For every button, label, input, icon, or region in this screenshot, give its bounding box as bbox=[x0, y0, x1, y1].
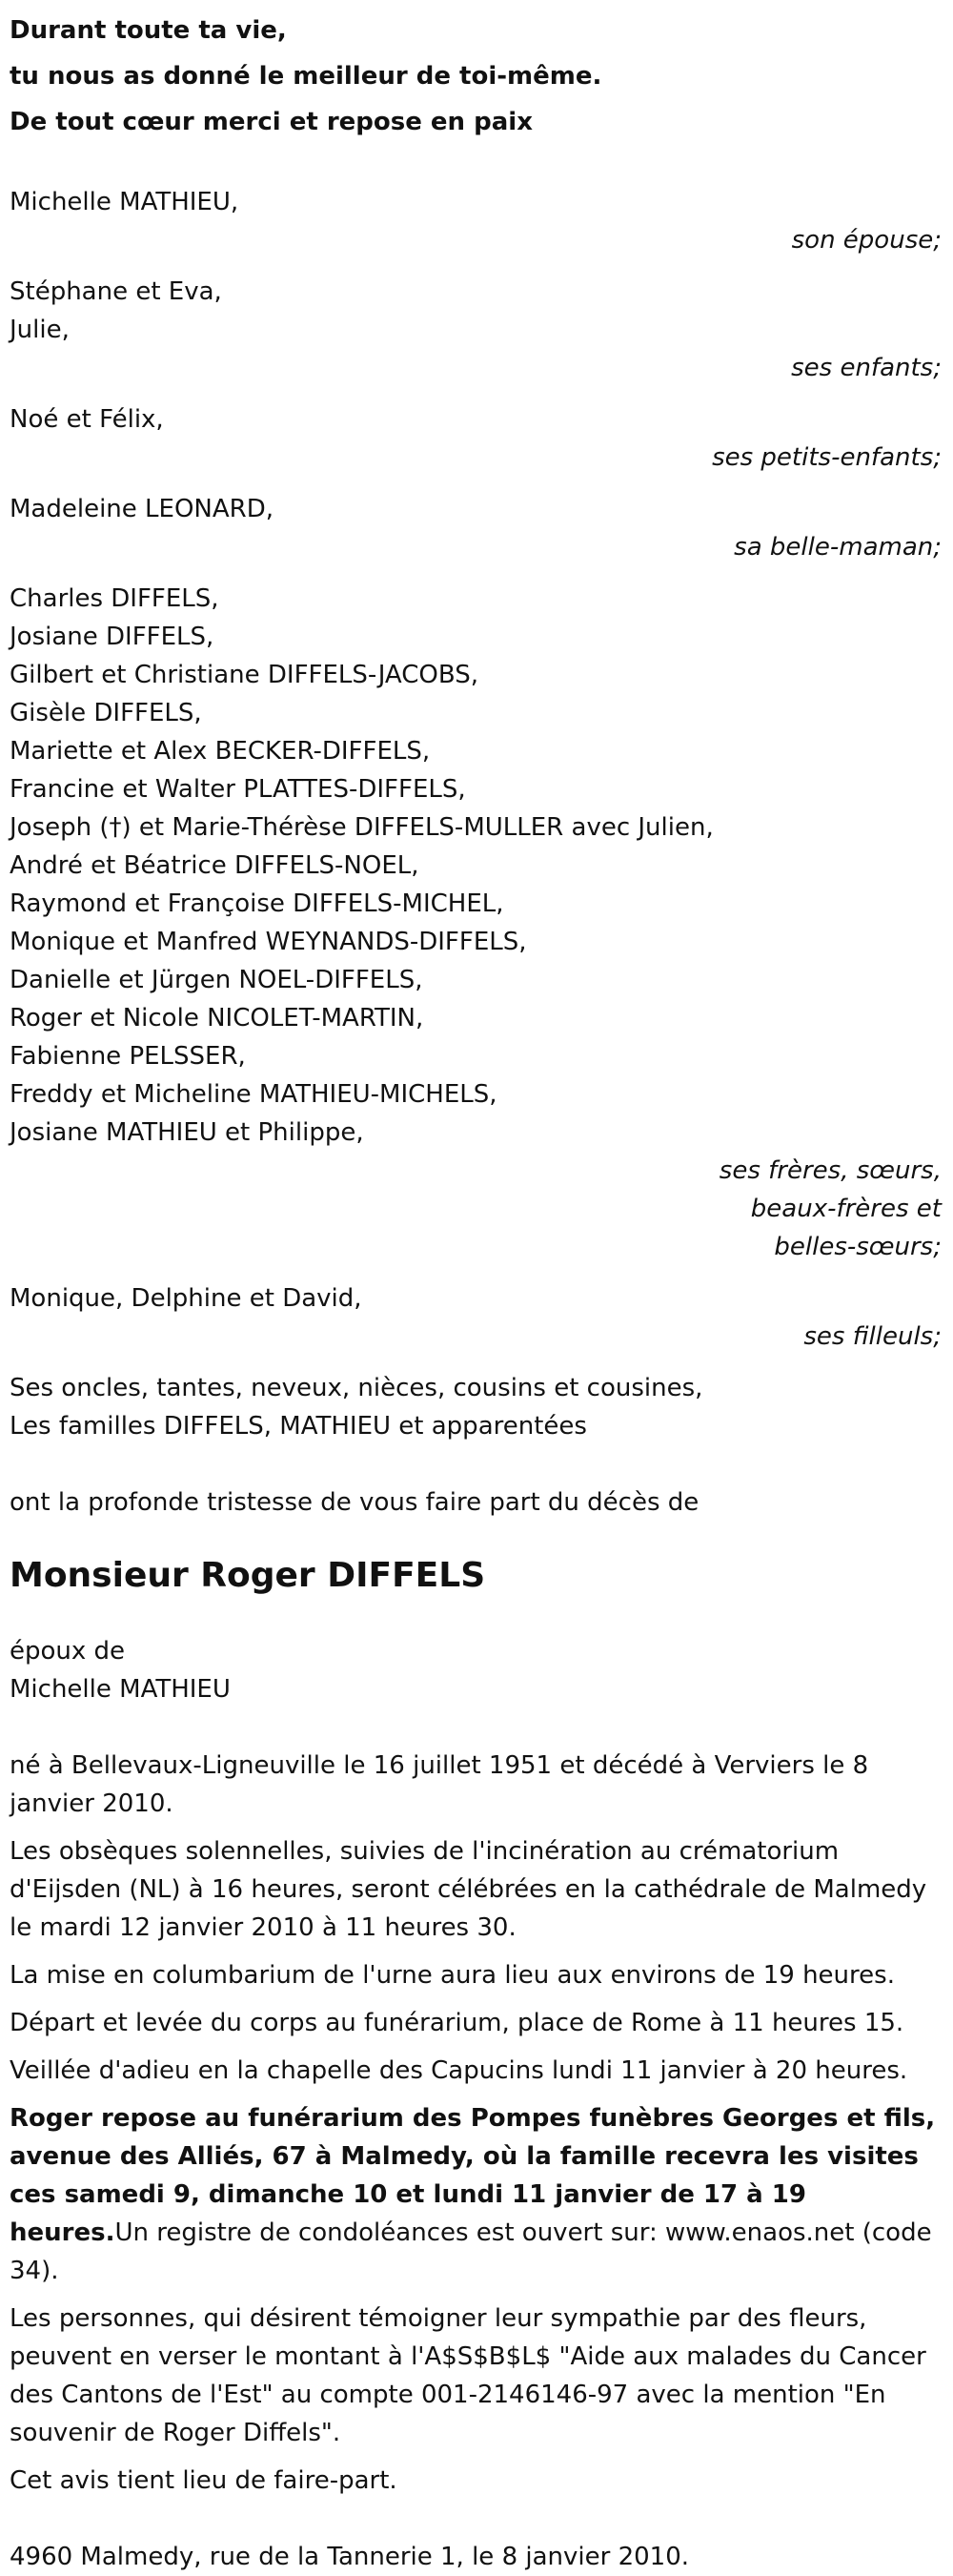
family-name: Gilbert et Christiane DIFFELS-JACOBS, bbox=[10, 661, 479, 689]
family-role: sa belle-maman; bbox=[734, 533, 942, 562]
funeral-paragraph: Les obsèques solennelles, suivies de l'incinération au crématorium d'Eijsden (NL) à 16 heures, seront célébrées en la cathédrale de Malmedy le mardi 12 janvier 2010 à 11 heures 30. bbox=[10, 1837, 927, 1942]
spouse-line: époux de bbox=[10, 1637, 126, 1666]
family-name: Monique et Manfred WEYNANDS-DIFFELS, bbox=[10, 928, 527, 956]
family-group-godchildren bbox=[10, 1279, 942, 1356]
family-role: ses filleuls; bbox=[803, 1322, 942, 1351]
family-group-grandchildren bbox=[10, 400, 942, 477]
family-name: Noé et Félix, bbox=[10, 405, 164, 434]
family-name: Stéphane et Eva, bbox=[10, 277, 222, 306]
intro-line: Durant toute ta vie, bbox=[10, 16, 287, 45]
obituary-page bbox=[0, 8, 953, 2571]
address-line: 4960 Malmedy, rue de la Tannerie 1, le 8 janvier 2010. bbox=[10, 2543, 690, 2571]
intro-verse bbox=[10, 8, 942, 145]
spouse-line: Michelle MATHIEU bbox=[10, 1675, 231, 1704]
vigil-paragraph: Veillée d'adieu en la chapelle des Capucins lundi 11 janvier à 20 heures. bbox=[10, 2056, 908, 2085]
spouse-info bbox=[10, 1632, 942, 1708]
family-name: Gisèle DIFFELS, bbox=[10, 699, 202, 727]
announcement-text: ont la profonde tristesse de vous faire part du décès de bbox=[10, 1488, 700, 1517]
family-name: Raymond et Françoise DIFFELS-MICHEL, bbox=[10, 889, 504, 918]
departure-paragraph: Départ et levée du corps au funérarium, place de Rome à 11 heures 15. bbox=[10, 2009, 904, 2037]
extended-family bbox=[10, 1369, 942, 1445]
family-name: Mariette et Alex BECKER-DIFFELS, bbox=[10, 737, 431, 766]
birth-death-paragraph: né à Bellevaux-Ligneuville le 16 juillet 1951 et décédé à Verviers le 8 janvier 2010. bbox=[10, 1751, 869, 1818]
condolence-register-text: Un registre de condoléances est ouvert sur: www.enaos.net (code 34). bbox=[10, 2218, 932, 2285]
extended-family-line: Ses oncles, tantes, neveux, nièces, cousins et cousines, bbox=[10, 1374, 703, 1402]
notice-paragraph: Cet avis tient lieu de faire-part. bbox=[10, 2466, 397, 2495]
family-name: Monique, Delphine et David, bbox=[10, 1284, 362, 1313]
visitation-paragraph bbox=[10, 2099, 942, 2290]
family-role: son épouse; bbox=[791, 226, 942, 255]
extended-family-line: Les familles DIFFELS, MATHIEU et apparentées bbox=[10, 1412, 587, 1441]
family-role: ses petits-enfants; bbox=[712, 443, 942, 472]
visitation-bold-text: Roger repose au funérarium des Pompes funèbres Georges et fils, avenue des Alliés, 67 à Malmedy, où la famille recevra les visites ces samedi 9, dimanche 10 et lundi 11 janvier de 17 à 19 heures. bbox=[10, 2104, 936, 2247]
family-name: Freddy et Micheline MATHIEU-MICHELS, bbox=[10, 1080, 497, 1109]
family-name: Roger et Nicole NICOLET-MARTIN, bbox=[10, 1004, 424, 1032]
family-name: Charles DIFFELS, bbox=[10, 584, 219, 613]
family-role: ses frères, sœurs, bbox=[719, 1156, 942, 1185]
family-group-mother-in-law bbox=[10, 490, 942, 566]
flowers-paragraph: Les personnes, qui désirent témoigner leur sympathie par des fleurs, peuvent en verser le montant à l'A$S$B$L$ "Aide aux malades du Cancer des Cantons de l'Est" au compte 001-2146146-97 avec la mention "En souvenir de Roger Diffels". bbox=[10, 2304, 926, 2447]
deceased-name: Monsieur Roger DIFFELS bbox=[10, 1556, 486, 1595]
family-name: André et Béatrice DIFFELS-NOEL, bbox=[10, 851, 419, 880]
family-name: Josiane DIFFELS, bbox=[10, 623, 214, 651]
family-name: Fabienne PELSSER, bbox=[10, 1042, 246, 1071]
family-name: Francine et Walter PLATTES-DIFFELS, bbox=[10, 775, 466, 804]
family-group-siblings bbox=[10, 580, 942, 1266]
family-name: Michelle MATHIEU, bbox=[10, 188, 239, 216]
family-name: Danielle et Jürgen NOEL-DIFFELS, bbox=[10, 966, 423, 994]
family-role: beaux-frères et bbox=[750, 1195, 942, 1223]
family-name: Madeleine LEONARD, bbox=[10, 495, 274, 523]
family-name: Joseph (†) et Marie-Thérèse DIFFELS-MULLER avec Julien, bbox=[10, 813, 714, 842]
family-role: ses enfants; bbox=[791, 354, 942, 382]
intro-line: tu nous as donné le meilleur de toi-même. bbox=[10, 62, 602, 91]
columbarium-paragraph: La mise en columbarium de l'urne aura lieu aux environs de 19 heures. bbox=[10, 1961, 895, 1990]
family-group-spouse bbox=[10, 183, 942, 259]
intro-line: De tout cœur merci et repose en paix bbox=[10, 108, 533, 136]
family-role: belles-sœurs; bbox=[774, 1233, 942, 1261]
family-name: Julie, bbox=[10, 316, 70, 344]
family-group-children bbox=[10, 273, 942, 387]
family-name: Josiane MATHIEU et Philippe, bbox=[10, 1118, 364, 1147]
